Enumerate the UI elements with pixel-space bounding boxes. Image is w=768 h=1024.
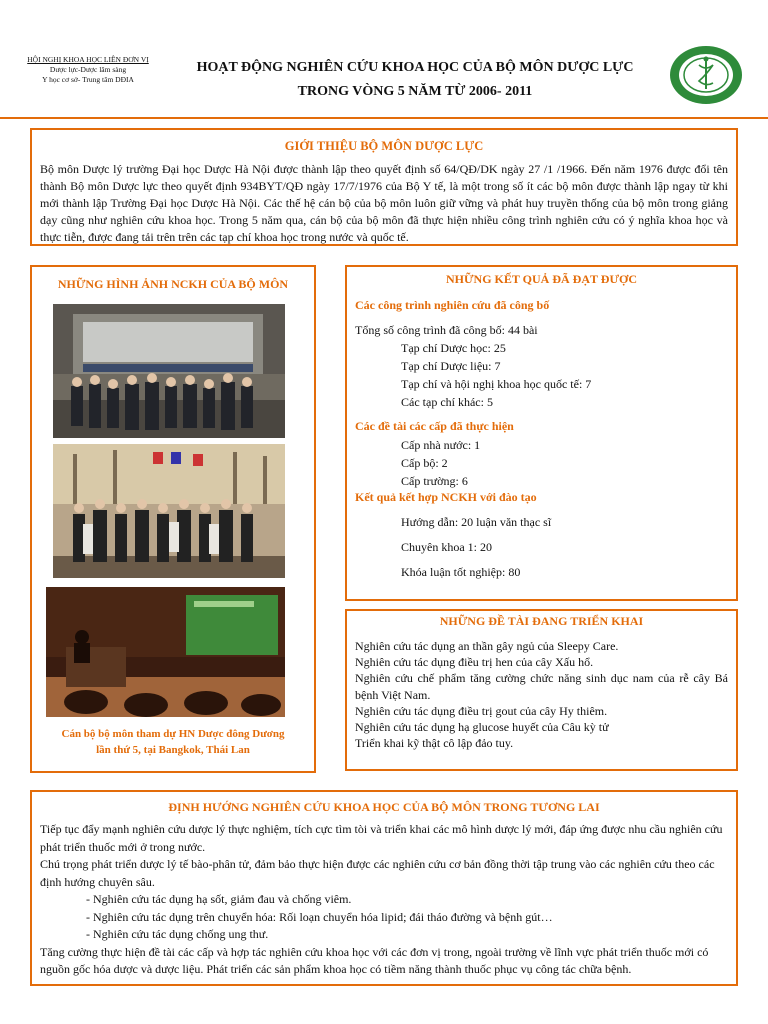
ongoing-title: NHỮNG ĐỀ TÀI ĐANG TRIỂN KHAI [439, 614, 644, 628]
training-item: Chuyên khoa 1: 20 [401, 540, 492, 554]
topic-item: Cấp trường: 6 [401, 474, 468, 488]
publications-total: Tổng số công trình đã công bố: 44 bài [355, 323, 538, 337]
ongoing-item: Nghiên cứu chế phẩm tăng cường chức năng sinh dục nam của rễ cây Bá bệnh Việt Nam. [355, 671, 728, 702]
photo-hall-group [53, 444, 285, 578]
future-title: ĐỊNH HƯỚNG NGHIÊN CỨU KHOA HỌC CỦA BỘ MÔN TRONG TƯƠNG LAI [168, 800, 600, 814]
publication-item: Tạp chí và hội nghị khoa học quốc tế: 7 [401, 377, 592, 391]
future-bullet: - Nghiên cứu tác dụng chống ung thư. [86, 927, 269, 941]
publication-item: Các tạp chí khác: 5 [401, 395, 493, 409]
photos-caption [40, 726, 306, 758]
ongoing-item: Nghiên cứu tác dụng điều trị gout của cây Hy thiêm. [355, 703, 608, 718]
future-paragraph-1: Tiếp tục đẩy mạnh nghiên cứu dược lý thực nghiệm, tích cực tìm tòi và triển khai các mô hình dược lý mới, đáp ứng được nhu cầu nghiên cứu phát triển thuốc mới ở trong nước. [40, 822, 723, 854]
ongoing-item: Nghiên cứu tác dụng an thần gây ngủ của Sleepy Care. [355, 639, 619, 653]
conference-name [18, 55, 158, 85]
topic-item: Cấp nhà nước: 1 [401, 438, 481, 452]
intro-title: GIỚI THIỆU BỘ MÔN DƯỢC LỰC [284, 139, 484, 153]
topics-heading: Các đề tài các cấp đã thực hiện [355, 419, 514, 433]
page-title-line-2: TRONG VÒNG 5 NĂM TỪ 2006- 2011 [297, 84, 533, 99]
intro-body: Bộ môn Dược lý trường Đại học Dược Hà Nội được thành lập theo quyết định số 64/QĐ/DK ngày 27 /1 /1966. Đến năm 1976 được đổi tên thành Bộ môn Dược lực theo quyết định 934BYT/QĐ ngày 17/7/1976 của Bộ Y tế, là một trong số ít các bộ môn được thành lập ngay từ khi mới thành lập Trường Đại học Dược Hà Nội. Các thế hệ cán bộ của bộ môn luôn giữ vững và phát huy truyền thống của bộ môn trong giảng dạy cũng như nghiên cứu khoa học. Trong 5 năm qua, cán bộ của bộ môn đã thực hiện nhiều công trình nghiên cứu có ý nghĩa khoa học và thực tiễn, được đang tải trên trên các tạp chí khoa học trong nước và quốc tế. [40, 162, 728, 244]
ongoing-item: Triển khai kỹ thật cô lập đảo tuy. [355, 736, 514, 751]
photo-conference-group [53, 304, 285, 438]
future-bullet: - Nghiên cứu tác dụng trên chuyển hóa: Rối loạn chuyển hóa lipid; đái tháo đường và bệnh gút… [86, 909, 553, 924]
intro-section [30, 128, 738, 246]
ongoing-item: Nghiên cứu tác dụng điều trị hen của cây Xấu hổ. [355, 655, 594, 670]
training-item: Hướng dẫn: 20 luận văn thạc sĩ [401, 515, 552, 529]
future-section [30, 790, 738, 986]
page-title-line-1: HOẠT ĐỘNG NGHIÊN CỨU KHOA HỌC CỦA BỘ MÔN DƯỢC LỰC [196, 60, 634, 75]
photos-caption-line-1: Cán bộ bộ môn tham dự HN Dược đông Dương [61, 728, 285, 740]
future-paragraph-3: Tăng cường thực hiện đề tài các cấp và hợp tác nghiên cứu khoa học với các đơn vị trong, ngoài trường về lĩnh vực phát triển thuốc mới có nguồn gốc hóa dược và dược liệu. Phát triển các sản phẩm khoa học có tiềm năng thành thuốc phục vụ công tác chữa bệnh. [40, 944, 709, 976]
conference-line-3: Y học cơ sở- Trung tâm DĐIA [42, 75, 134, 84]
photo-presentation [46, 587, 285, 717]
future-bullet: - Nghiên cứu tác dụng hạ sốt, giảm đau và chống viêm. [86, 892, 352, 906]
topic-item: Cấp bộ: 2 [401, 456, 448, 470]
future-paragraph-2: Chú trọng phát triển dược lý tế bào-phân tử, đảm bảo thực hiện được các nghiên cứu cơ bản đồng thời tập trung vào các nghiên cứu theo các định hướng chuyên sâu. [40, 857, 715, 889]
publication-item: Tạp chí Dược học: 25 [401, 341, 506, 355]
university-seal-logo [668, 45, 744, 105]
conference-line-2: Dược lực-Dược lâm sàng [49, 65, 127, 74]
photos-title: NHỮNG HÌNH ẢNH NCKH CỦA BỘ MÔN [57, 277, 289, 291]
training-item: Khóa luận tốt nghiệp: 80 [401, 565, 521, 579]
ongoing-section [345, 609, 738, 771]
publication-item: Tạp chí Dược liệu: 7 [401, 359, 501, 373]
page-title [160, 56, 670, 104]
header-divider [0, 117, 768, 119]
results-title: NHỮNG KẾT QUẢ ĐÃ ĐẠT ĐƯỢC [445, 272, 637, 286]
conference-line-1: HỘI NGHỊ KHOA HỌC LIÊN ĐƠN VỊ [27, 55, 149, 64]
ongoing-item: Nghiên cứu tác dụng hạ glucose huyết của Câu kỳ tử [355, 720, 609, 735]
publications-heading: Các công trình nghiên cứu đã công bố [355, 298, 550, 312]
results-section [345, 265, 738, 601]
photos-caption-line-2: lần thứ 5, tại Bangkok, Thái Lan [96, 744, 250, 756]
training-heading: Kết quả kết hợp NCKH với đào tạo [355, 490, 537, 504]
